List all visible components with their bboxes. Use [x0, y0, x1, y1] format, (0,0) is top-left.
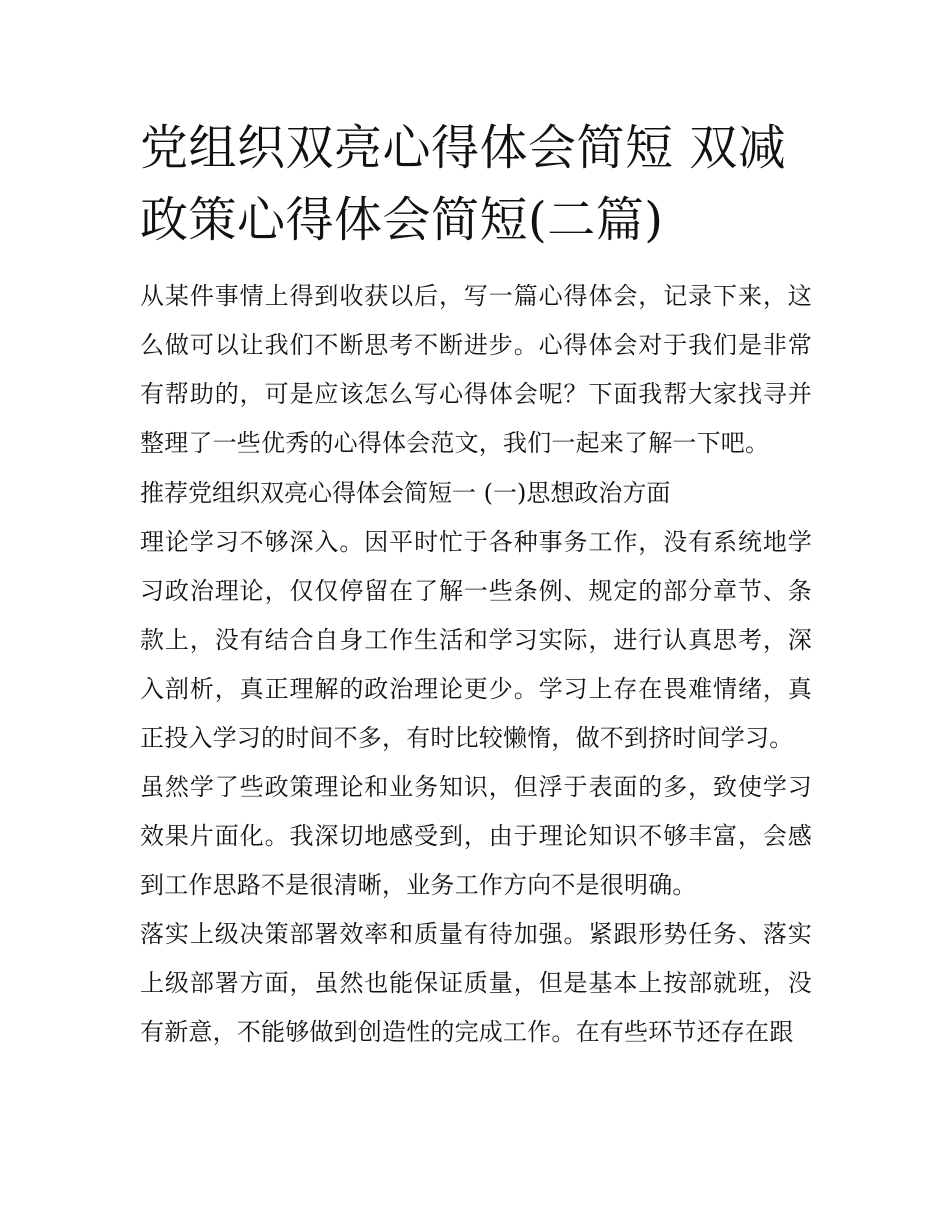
intro-paragraph: 从某件事情上得到收获以后，写一篇心得体会，记录下来，这么做可以让我们不断思考不断进步。心得体会对于我们是非常有帮助的，可是应该怎么写心得体会呢？下面我帮大家找寻并整理了一些优秀的心得体会范文，我们一起来了解一下吧。	[140, 282, 812, 457]
document-body	[140, 272, 812, 1057]
body-paragraph: 虽然学了些政策理论和业务知识，但浮于表面的多，致使学习效果片面化。我深切地感受到，由于理论知识不够丰富，会感到工作思路不是很清晰，业务工作方向不是很明确。	[140, 773, 812, 899]
body-paragraph: 落实上级决策部署效率和质量有待加强。紧跟形势任务、落实上级部署方面，虽然也能保证质量，但是基本上按部就班，没有新意，不能够做到创造性的完成工作。在有些环节还存在跟	[140, 920, 812, 1046]
document-title	[140, 112, 812, 256]
body-paragraph: 理论学习不够深入。因平时忙于各种事务工作，没有系统地学习政治理论，仅仅停留在了解一些条例、规定的部分章节、条款上，没有结合自身工作生活和学习实际，进行认真思考，深入剖析，真正理解的政治理论更少。学习上存在畏难情绪，真正投入学习的时间不多，有时比较懒惰，做不到挤时间学习。	[140, 528, 812, 752]
title-line-1: 党组织双亮心得体会简短 双减	[140, 120, 787, 176]
title-line-2: 政策心得体会简短(二篇)	[140, 192, 664, 248]
section-heading: 推荐党组织双亮心得体会简短一 (一)思想政治方面	[140, 479, 671, 507]
document-page	[140, 112, 812, 1057]
